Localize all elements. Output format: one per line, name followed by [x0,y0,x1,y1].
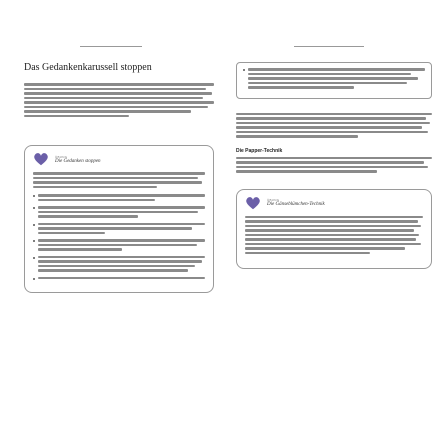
list-item [33,239,205,253]
exercise-box-left [24,145,214,293]
header-rule-right [294,46,364,47]
exercise-header [33,152,205,166]
right-paragraph-1 [236,113,432,138]
note-box [236,62,432,99]
heart-icon [33,152,49,166]
exercise-box-right [236,189,432,270]
sub-heading: Die Papper-Technik [236,147,283,154]
list-item [33,194,205,203]
left-column [24,62,214,293]
list-item [33,277,205,282]
right-column [236,62,432,269]
header-rule-left [80,46,142,47]
section-title: Das Gedankenkarussell stoppen [24,62,152,73]
exercise-title: Die Gänseblümchen-Technik [267,202,325,207]
exercise-steps [33,194,205,281]
page-header [0,0,448,60]
list-item [33,206,205,220]
exercise-header [245,196,423,210]
right-paragraph-2 [236,157,432,173]
exercise-label: ÜBUNG [55,154,68,159]
list-item [33,256,205,274]
heart-icon [245,196,261,210]
exercise-text [245,216,423,255]
intro-paragraph [24,83,214,117]
exercise-intro [33,172,205,188]
exercise-label: ÜBUNG [267,198,280,202]
list-item [243,68,425,91]
exercise-title: Die Gedanken stoppen [55,158,101,164]
list-item [33,223,205,237]
